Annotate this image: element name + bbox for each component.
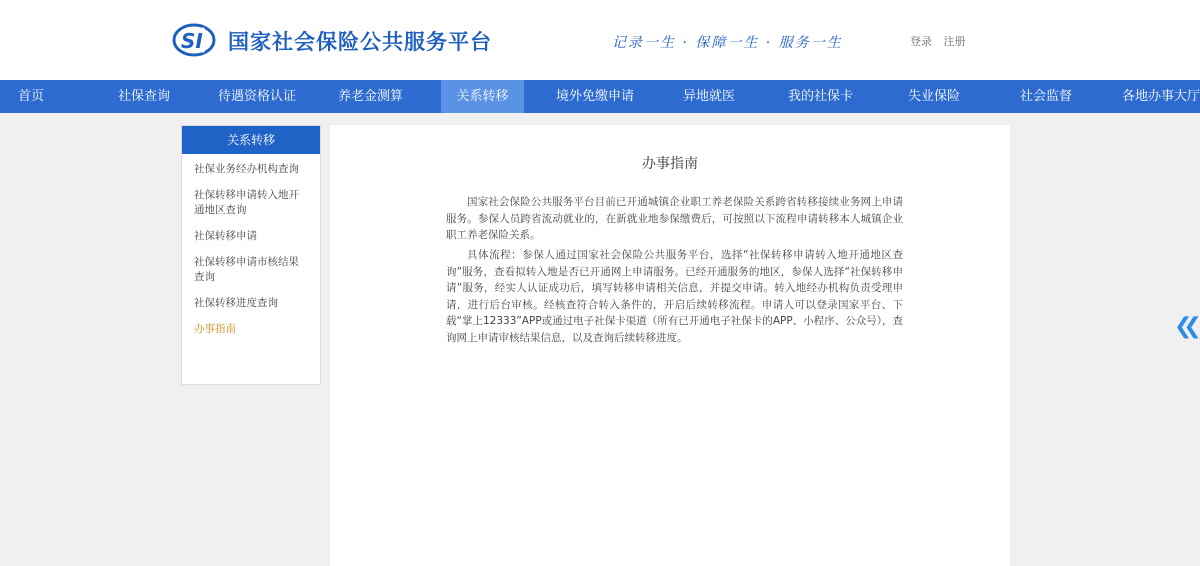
nav-item-social-query[interactable]: 社保查询 [118, 89, 171, 104]
register-link[interactable]: 注册 [943, 35, 966, 48]
sidebar-item-agency-query[interactable]: 社保业务经办机构查询 [194, 163, 299, 175]
sidebar-item-region-query[interactable]: 社保转移申请转入地开通地区查询 [194, 189, 299, 216]
double-chevron-left-icon[interactable]: ❮❮ [1174, 314, 1193, 339]
sidebar-title: 关系转移 [182, 126, 320, 154]
nav-item-transfer[interactable]: 关系转移 [441, 80, 524, 113]
svg-text:SI: SI [181, 29, 203, 53]
nav-item-medical[interactable]: 异地就医 [683, 89, 736, 104]
nav-item-service-halls[interactable]: 各地办事大厅 [1122, 89, 1200, 104]
guide-paragraph-process: 具体流程：参保人通过国家社会保险公共服务平台，选择“社保转移申请转入地开通地区查询”服务，查看拟转入地是否已开通网上申请服务。已经开通服务的地区，参保人选择“社保转移申请”服务，经实人认证成功后，填写转移申请相关信息，并提交申请。转入地经办机构负责受理申请，进行后台审核。经核查符合转入条件的，开启后续转移流程。申请人可以登录国家平台、下载“掌上12333”APP或通过电子社保卡渠道（所有已开通电子社保卡的APP、小程序、公众号），查询网上申请审核结果信息，以及查询后续转移进度。 [446, 249, 903, 344]
nav-item-home[interactable]: 首页 [18, 89, 45, 104]
site-title[interactable]: 国家社会保险公共服务平台 [228, 30, 492, 54]
guide-paragraph-intro: 国家社会保险公共服务平台目前已开通城镇企业职工养老保险关系跨省转移接续业务网上申请服务。参保人员跨省流动就业的，在新就业地参保缴费后，可按照以下流程申请转移本人城镇企业职工养老保险关系。 [446, 196, 903, 241]
nav-item-unemployment[interactable]: 失业保险 [908, 89, 961, 104]
auth-links [910, 33, 974, 49]
sidebar-item-guide[interactable]: 办事指南 [194, 323, 236, 335]
si-logo-icon[interactable] [172, 22, 218, 58]
sidebar-item-transfer-apply[interactable]: 社保转移申请 [194, 230, 257, 242]
page-title: 办事指南 [642, 156, 698, 172]
header [0, 0, 1200, 80]
sidebar-item-review-result[interactable]: 社保转移申请市核结果查询 [194, 256, 299, 283]
nav-item-pension-calc[interactable]: 养老金测算 [338, 89, 404, 104]
nav-item-qualification[interactable]: 待遇资格认证 [218, 89, 297, 104]
nav-item-my-card[interactable]: 我的社保卡 [788, 89, 854, 104]
slogan: 记录一生 · 保障一生 · 服务一生 [612, 35, 843, 51]
nav-item-overseas[interactable]: 境外免缴申请 [556, 89, 635, 104]
sidebar-item-progress-query[interactable]: 社保转移进度查询 [194, 297, 278, 309]
main-nav [0, 80, 1200, 113]
sidebar [181, 125, 321, 385]
login-link[interactable]: 登录 [910, 35, 932, 48]
nav-item-supervision[interactable]: 社会监督 [1020, 89, 1073, 104]
main-content [330, 125, 1010, 566]
